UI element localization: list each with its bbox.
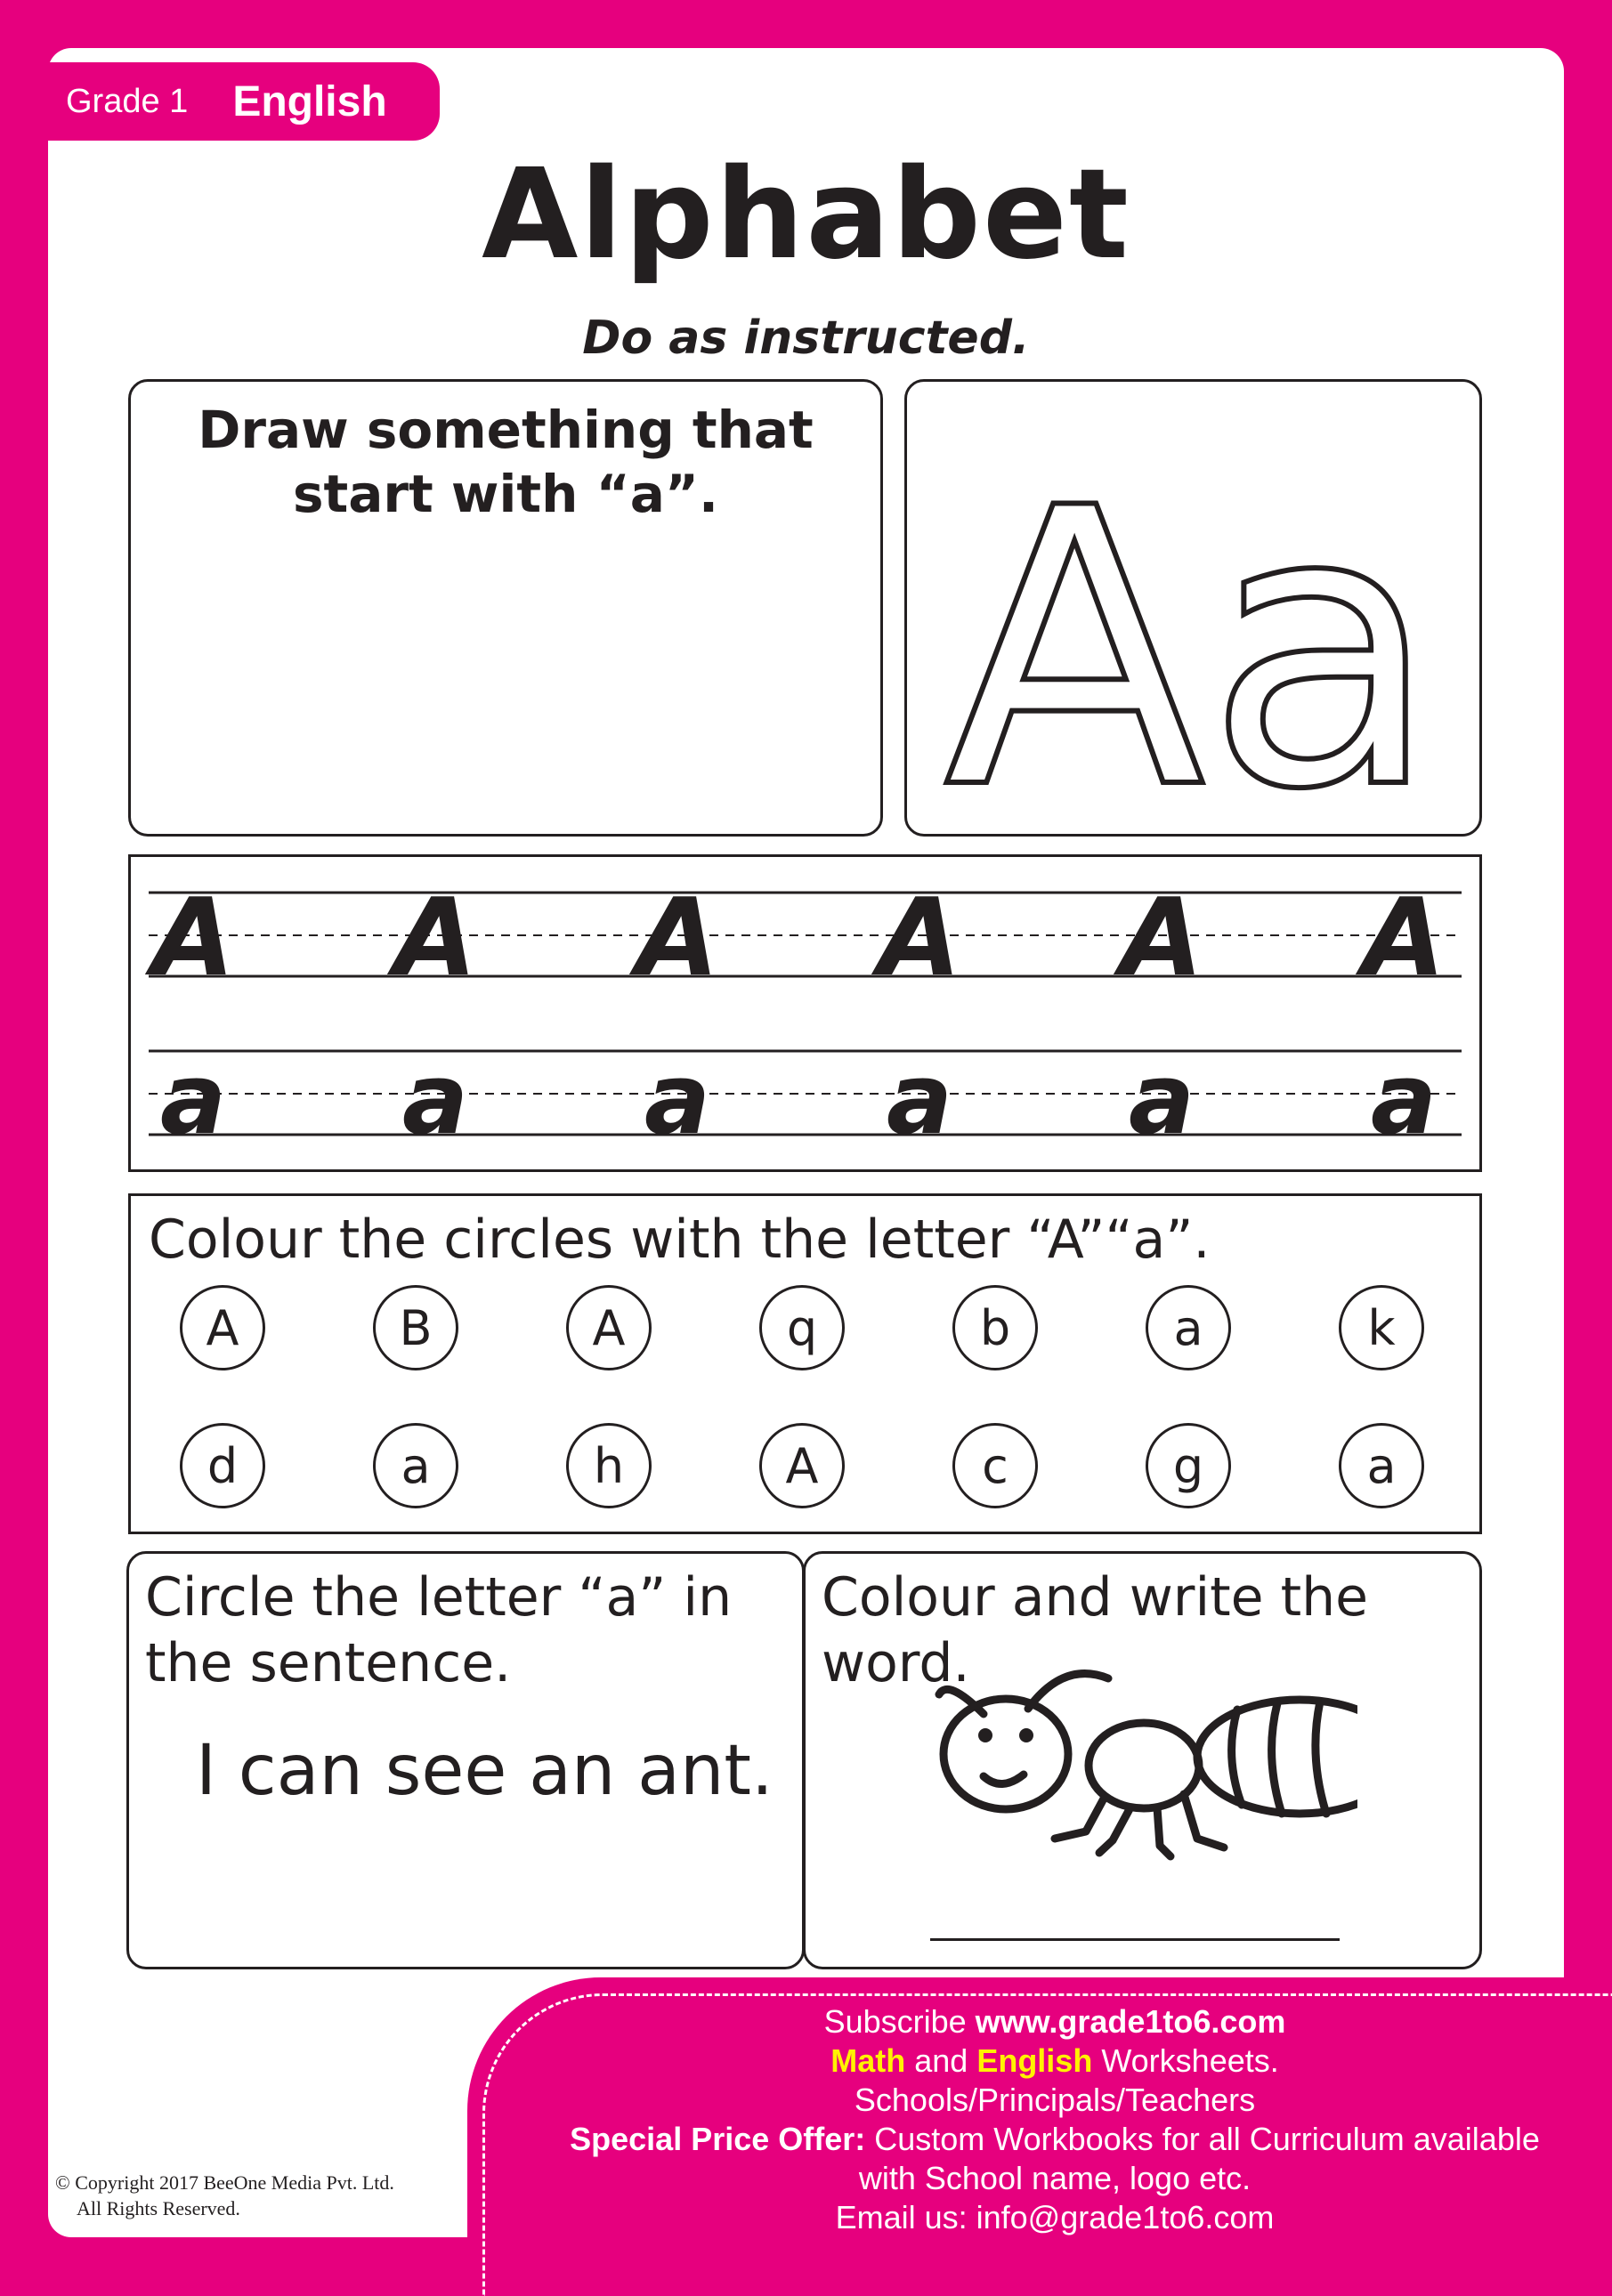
word-writing-line[interactable] [930,1938,1340,1941]
tracing-lower-letter: a [644,1042,711,1156]
letter-circle[interactable]: a [1146,1285,1231,1370]
copyright-line2: All Rights Reserved. [77,2197,240,2219]
promo-subscribe: Subscribe [823,2003,976,2040]
outline-letters [907,382,1479,834]
letter-circle[interactable]: d [180,1423,265,1508]
letter-circle[interactable]: A [180,1285,265,1370]
copyright [55,2170,394,2221]
tracing-upper-letter: A [393,877,477,1000]
tracing-lower-letter: a [886,1042,953,1156]
letter-circle[interactable]: c [952,1423,1038,1508]
promo-english: English [976,2042,1093,2079]
draw-prompt-line1: Draw something that [198,400,814,460]
promo-url[interactable]: www.grade1to6.com [975,2003,1286,2040]
promo-math: Math [830,2042,906,2079]
promo-audience: Schools/Principals/Teachers [854,2082,1256,2118]
tracing-lower-letter: a [159,1042,227,1156]
big-letter-box [904,379,1482,837]
tracing-lower-letter: a [1128,1042,1195,1156]
colour-write-box [803,1551,1482,1969]
letter-circle[interactable]: a [373,1423,458,1508]
promo-email[interactable]: Email us: info@grade1to6.com [835,2199,1275,2235]
draw-box[interactable] [128,379,883,837]
instruction-text: Do as instructed. [582,311,1030,365]
letter-circle[interactable]: q [759,1285,845,1370]
tracing-upper-letter: A [1362,877,1446,1000]
draw-prompt-line2: start with “a”. [293,464,718,524]
promo-offer-text: Custom Workbooks for all Curriculum available [865,2121,1540,2157]
letter-circle[interactable]: g [1146,1423,1231,1508]
promo-and: and [905,2042,977,2079]
grade-label: Grade 1 [66,82,189,120]
letter-circle[interactable]: b [952,1285,1038,1370]
letter-circle[interactable]: h [566,1423,652,1508]
grade-subject-tab [48,62,440,141]
tracing-upper-letter: A [151,877,235,1000]
big-letters-text: Aa [944,428,1440,834]
ant-icon[interactable] [930,1643,1357,1874]
letter-circle[interactable]: a [1339,1423,1424,1508]
promo-worksheets: Worksheets. [1092,2042,1279,2079]
tracing-lower-letter: a [401,1042,469,1156]
tracing-upper-letter: A [636,877,719,1000]
letter-circle[interactable]: A [566,1285,652,1370]
promo-offer-label: Special Price Offer: [570,2121,866,2157]
letter-circle[interactable]: B [373,1285,458,1370]
letter-circle[interactable]: A [759,1423,845,1508]
tracing-box [128,854,1482,1172]
circle-prompt-line1: Circle the letter “a” in [145,1566,733,1629]
ant-sentence[interactable]: I can see an ant. [196,1731,774,1811]
word-prompt: Colour and write the word. [822,1566,1369,1694]
colour-prompt: Colour the circles with the letter “A”“a”. [149,1209,1211,1271]
circle-prompt-line2: the sentence. [145,1632,512,1694]
subject-label: English [232,77,387,125]
colour-circles-box [128,1193,1482,1534]
tracing-lower-letter: a [1370,1042,1438,1156]
tracing-upper-letter: A [1120,877,1203,1000]
tracing-upper-letter: A [878,877,961,1000]
letter-circle[interactable]: k [1339,1285,1424,1370]
page-title: Alphabet [482,142,1130,287]
promo-text [498,2002,1611,2237]
copyright-line1: © Copyright 2017 BeeOne Media Pvt. Ltd. [55,2171,394,2194]
promo-offer-detail: with School name, logo etc. [858,2160,1252,2196]
tracing-lines [131,857,1479,1169]
